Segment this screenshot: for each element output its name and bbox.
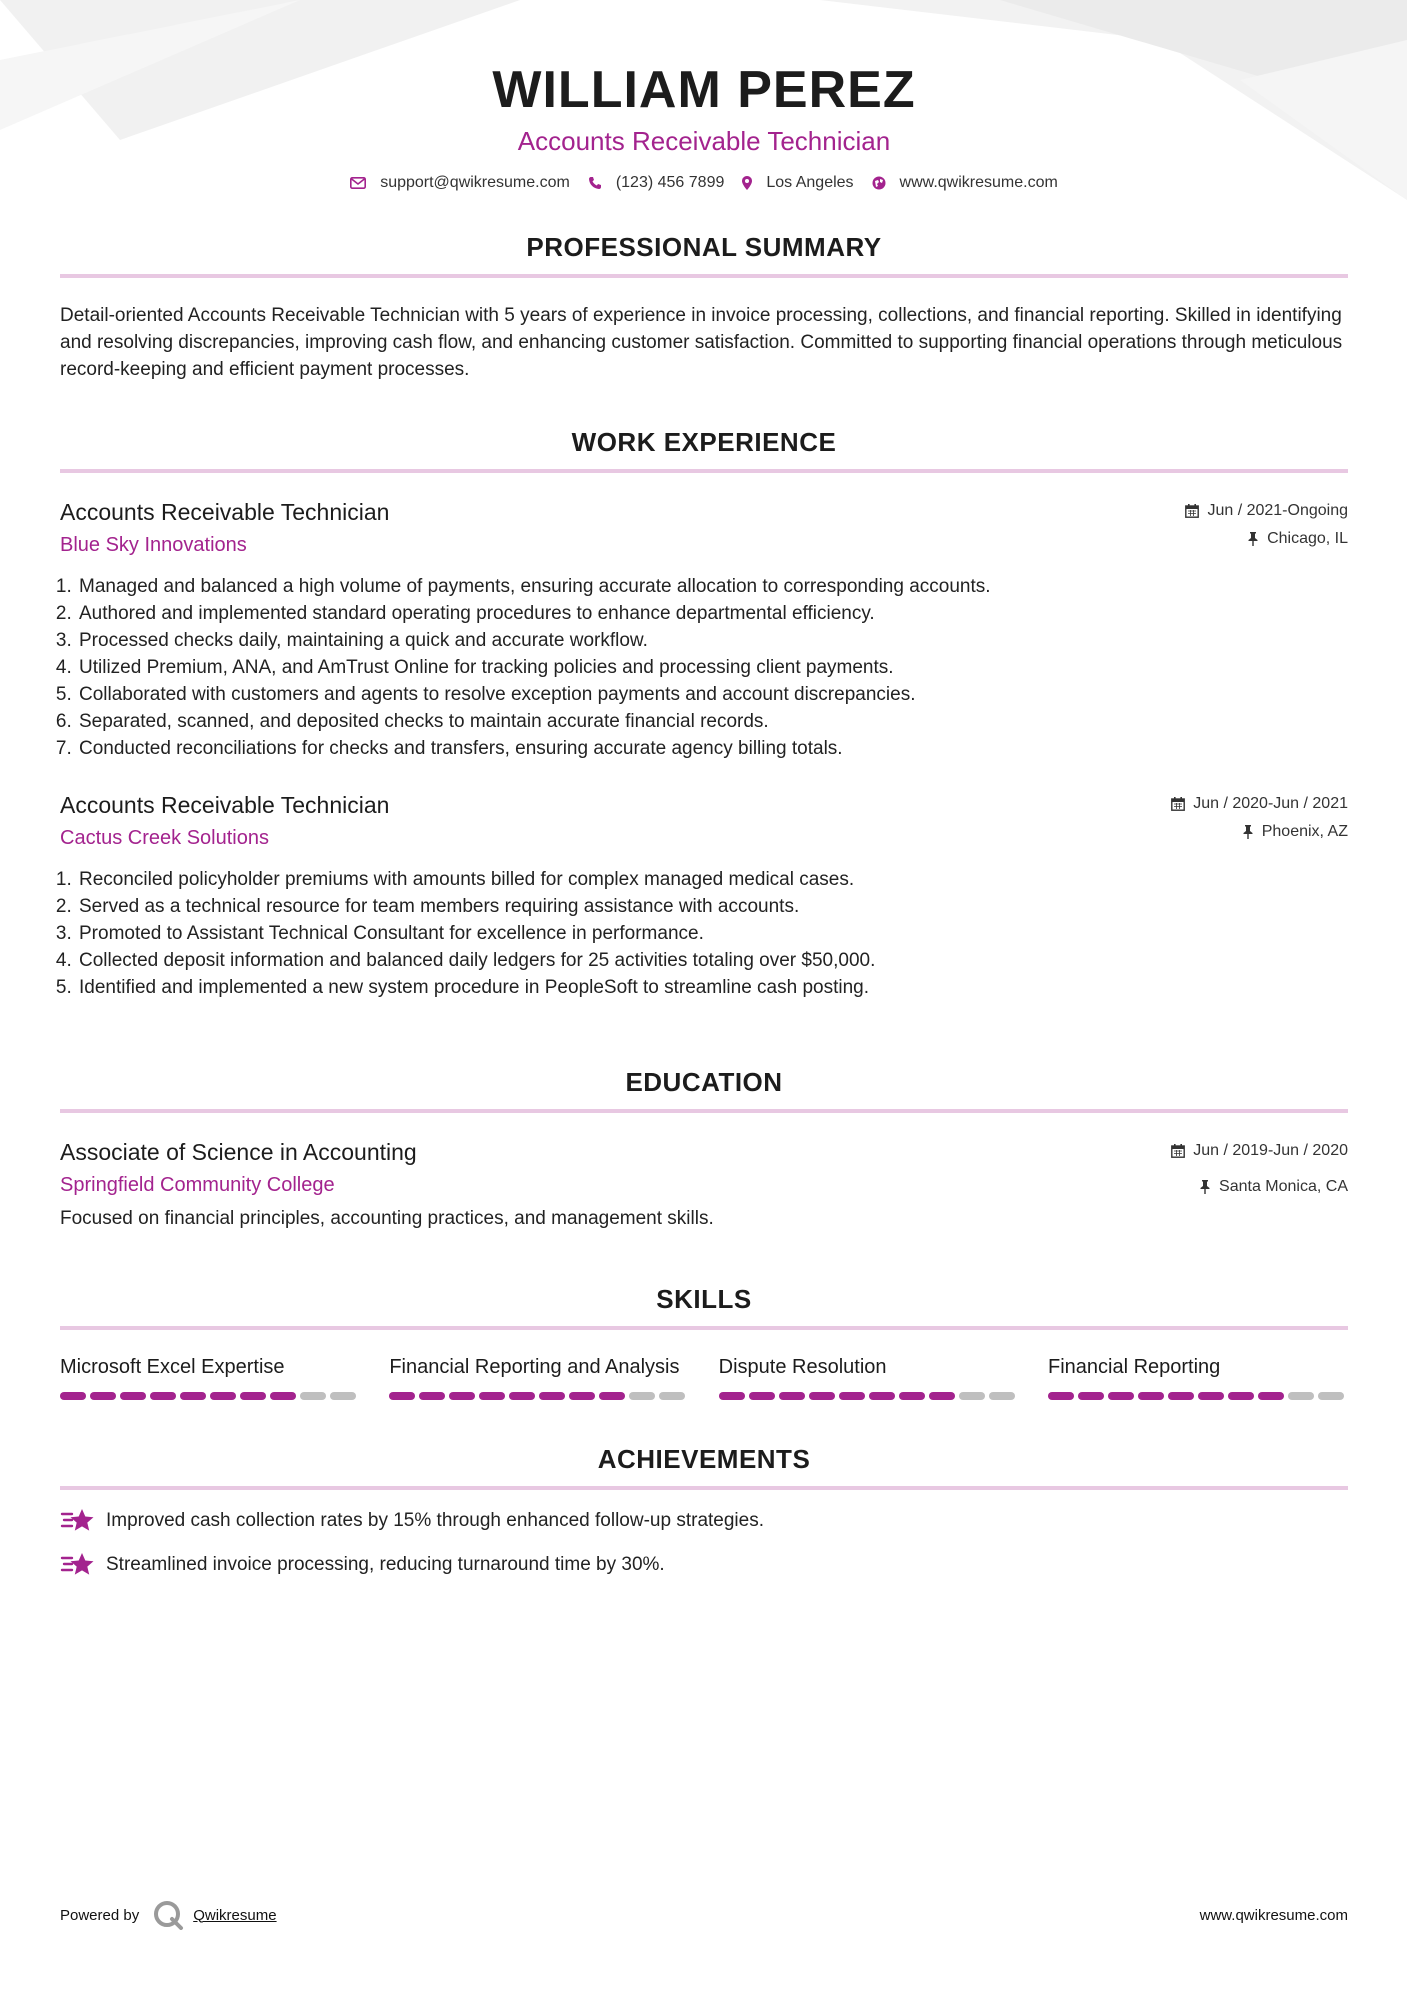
skill-dot-filled: [1258, 1392, 1284, 1400]
qwikresume-link[interactable]: Qwikresume: [193, 1906, 277, 1924]
skill-dot-empty: [330, 1392, 356, 1400]
skill-name: Dispute Resolution: [718, 1356, 887, 1378]
skill-dot-empty: [1288, 1392, 1314, 1400]
job-meta: [1185, 497, 1348, 553]
list-item: 2. Served as a technical resource for team members requiring assistance with accounts.: [77, 893, 1348, 920]
list-item: 5. Identified and implemented a new system procedure in PeopleSoft to streamline cash posting.: [77, 974, 1348, 1001]
achievements-section: [60, 1442, 1348, 1578]
education-dates: [1171, 1137, 1348, 1165]
job-title: Accounts Receivable Technician: [60, 499, 390, 525]
achievement-text: Improved cash collection rates by 15% through enhanced follow-up strategies.: [106, 1509, 764, 1531]
education-entry: [60, 1137, 1348, 1232]
company-name: Cactus Creek Solutions: [60, 827, 269, 849]
section-divider: [60, 274, 1348, 278]
skill-dot-filled: [779, 1392, 805, 1400]
skill-rating: [1048, 1392, 1348, 1400]
skill-dot-empty: [989, 1392, 1015, 1400]
skill-dot-empty: [959, 1392, 985, 1400]
job-responsibilities: [60, 866, 1348, 1001]
list-item: 6. Separated, scanned, and deposited checks to maintain accurate financial records.: [77, 708, 1348, 735]
skill-dot-filled: [120, 1392, 146, 1400]
skill-dot-filled: [1108, 1392, 1134, 1400]
skill-dot-filled: [539, 1392, 565, 1400]
list-item: 1. Reconciled policyholder premiums with amounts billed for complex managed medical cases.: [77, 866, 1348, 893]
skill-item: [389, 1354, 689, 1400]
list-item: 4. Utilized Premium, ANA, and AmTrust Online for tracking policies and processing client payments.: [77, 654, 1348, 681]
dates-text: Jun / 2020-Jun / 2021: [1193, 795, 1348, 812]
skill-rating: [719, 1392, 1019, 1400]
dates-text: Jun / 2019-Jun / 2020: [1193, 1142, 1348, 1159]
experience-section: [60, 425, 1348, 1001]
skill-dot-filled: [1198, 1392, 1224, 1400]
skills-heading: SKILLS: [656, 1284, 752, 1314]
school-name: Springfield Community College: [60, 1174, 335, 1196]
list-item: 2. Authored and implemented standard operating procedures to enhance departmental efficiency.: [77, 600, 1348, 627]
star-badge-icon: [60, 1506, 96, 1534]
skill-dot-filled: [839, 1392, 865, 1400]
skill-dot-empty: [659, 1392, 685, 1400]
skill-dot-filled: [150, 1392, 176, 1400]
job-entry: [60, 497, 1348, 762]
skill-dot-filled: [389, 1392, 415, 1400]
footer-website[interactable]: www.qwikresume.com: [1199, 1906, 1348, 1924]
skill-dot-filled: [809, 1392, 835, 1400]
skill-name: Financial Reporting: [1047, 1356, 1221, 1378]
job-dates: [1171, 790, 1348, 818]
contact-bar: [60, 174, 1348, 192]
contact-website[interactable]: [872, 174, 1058, 192]
skill-dot-filled: [1078, 1392, 1104, 1400]
calendar-icon: [1171, 1144, 1185, 1158]
powered-by-label: Powered by: [60, 1906, 140, 1924]
contact-location: [742, 174, 853, 192]
achievement-text: Streamlined invoice processing, reducing turnaround time by 30%.: [106, 1553, 665, 1575]
email-text: support@qwikresume.com: [380, 174, 570, 191]
skill-name: Financial Reporting and Analysis: [389, 1356, 680, 1378]
skill-rating: [389, 1392, 689, 1400]
skill-dot-filled: [719, 1392, 745, 1400]
list-item: 7. Conducted reconciliations for checks and transfers, ensuring accurate agency billing totals.: [77, 735, 1348, 762]
location-text: Phoenix, AZ: [1261, 823, 1348, 840]
section-divider: [60, 1486, 1348, 1490]
skill-dot-filled: [749, 1392, 775, 1400]
page-footer: [60, 1900, 1348, 1930]
phone-text: (123) 456 7899: [615, 174, 725, 191]
skill-dot-filled: [1168, 1392, 1194, 1400]
map-pin-icon: [742, 176, 752, 190]
skill-item: [60, 1354, 360, 1400]
qwikresume-logo-icon: [153, 1900, 185, 1930]
skills-list: [60, 1354, 1348, 1400]
skills-section: [60, 1282, 1348, 1400]
summary-section: [60, 230, 1348, 383]
skill-dot-empty: [300, 1392, 326, 1400]
contact-email[interactable]: [350, 174, 570, 192]
star-badge-icon: [60, 1550, 96, 1578]
skill-dot-filled: [270, 1392, 296, 1400]
dates-text: Jun / 2021-Ongoing: [1207, 502, 1348, 519]
powered-by: [60, 1900, 277, 1930]
skill-dot-filled: [479, 1392, 505, 1400]
envelope-icon: [350, 177, 366, 189]
achievement-item: [60, 1506, 1348, 1534]
job-location: [1185, 525, 1348, 553]
candidate-title: Accounts Receivable Technician: [517, 126, 891, 156]
job-dates: [1185, 497, 1348, 525]
location-text: Santa Monica, CA: [1219, 1178, 1348, 1195]
job-title: Accounts Receivable Technician: [60, 792, 390, 818]
list-item: 4. Collected deposit information and balanced daily ledgers for 25 activities totaling over $50,000.: [77, 947, 1348, 974]
pushpin-icon: [1199, 1180, 1211, 1194]
website-text: www.qwikresume.com: [899, 174, 1058, 191]
list-item: 3. Promoted to Assistant Technical Consultant for excellence in performance.: [77, 920, 1348, 947]
skill-dot-filled: [1138, 1392, 1164, 1400]
summary-text: Detail-oriented Accounts Receivable Technician with 5 years of experience in invoice processing, collections, and financial reporting. Skilled in identifying and resolving discrepancies, improving cash flow, and enhancing customer satisfaction. Committed to supporting financial operations through meticulous record-keeping and efficient payment processes.: [60, 305, 1343, 380]
skill-dot-filled: [869, 1392, 895, 1400]
section-divider: [60, 1326, 1348, 1330]
summary-heading: PROFESSIONAL SUMMARY: [526, 232, 882, 262]
education-description: Focused on financial principles, accounting practices, and management skills.: [60, 1208, 714, 1229]
skill-dot-filled: [569, 1392, 595, 1400]
skill-dot-filled: [419, 1392, 445, 1400]
job-meta: [1171, 790, 1348, 846]
list-item: 3. Processed checks daily, maintaining a quick and accurate workflow.: [77, 627, 1348, 654]
calendar-icon: [1185, 504, 1199, 518]
job-entry: [60, 790, 1348, 1001]
achievement-item: [60, 1550, 1348, 1578]
skill-item: [1048, 1354, 1348, 1400]
skill-dot-filled: [899, 1392, 925, 1400]
skill-dot-filled: [599, 1392, 625, 1400]
globe-icon: [872, 176, 886, 190]
list-item: 5. Collaborated with customers and agents to resolve exception payments and account discrepancies.: [77, 681, 1348, 708]
location-text: Los Angeles: [766, 174, 854, 191]
skill-name: Microsoft Excel Expertise: [60, 1356, 285, 1378]
section-divider: [60, 469, 1348, 473]
section-divider: [60, 1109, 1348, 1113]
education-meta: [1171, 1137, 1348, 1201]
skill-dot-filled: [180, 1392, 206, 1400]
skill-dot-filled: [90, 1392, 116, 1400]
skill-dot-empty: [629, 1392, 655, 1400]
calendar-icon: [1171, 797, 1185, 811]
skill-dot-filled: [929, 1392, 955, 1400]
skill-dot-filled: [1048, 1392, 1074, 1400]
skill-dot-filled: [449, 1392, 475, 1400]
achievements-heading: ACHIEVEMENTS: [597, 1444, 811, 1474]
education-heading: EDUCATION: [625, 1067, 783, 1097]
skill-dot-filled: [509, 1392, 535, 1400]
skill-dot-filled: [210, 1392, 236, 1400]
contact-phone[interactable]: [588, 174, 725, 192]
resume-page: [60, 0, 1348, 1578]
phone-icon: [588, 176, 602, 190]
job-location: [1171, 818, 1348, 846]
pushpin-icon: [1242, 825, 1254, 839]
skill-item: [719, 1354, 1019, 1400]
job-responsibilities: [60, 573, 1348, 762]
company-name: Blue Sky Innovations: [60, 534, 247, 556]
skill-dot-filled: [240, 1392, 266, 1400]
experience-heading: WORK EXPERIENCE: [571, 427, 837, 457]
education-section: [60, 1065, 1348, 1232]
skill-dot-empty: [1318, 1392, 1344, 1400]
resume-header: [60, 0, 1348, 192]
candidate-name: WILLIAM PEREZ: [492, 61, 916, 119]
degree-title: Associate of Science in Accounting: [60, 1139, 417, 1165]
list-item: 1. Managed and balanced a high volume of payments, ensuring accurate allocation to corresponding accounts.: [77, 573, 1348, 600]
skill-dot-filled: [1228, 1392, 1254, 1400]
skill-rating: [60, 1392, 360, 1400]
pushpin-icon: [1247, 532, 1259, 546]
skill-dot-filled: [60, 1392, 86, 1400]
education-location: [1171, 1173, 1348, 1201]
location-text: Chicago, IL: [1267, 530, 1348, 547]
